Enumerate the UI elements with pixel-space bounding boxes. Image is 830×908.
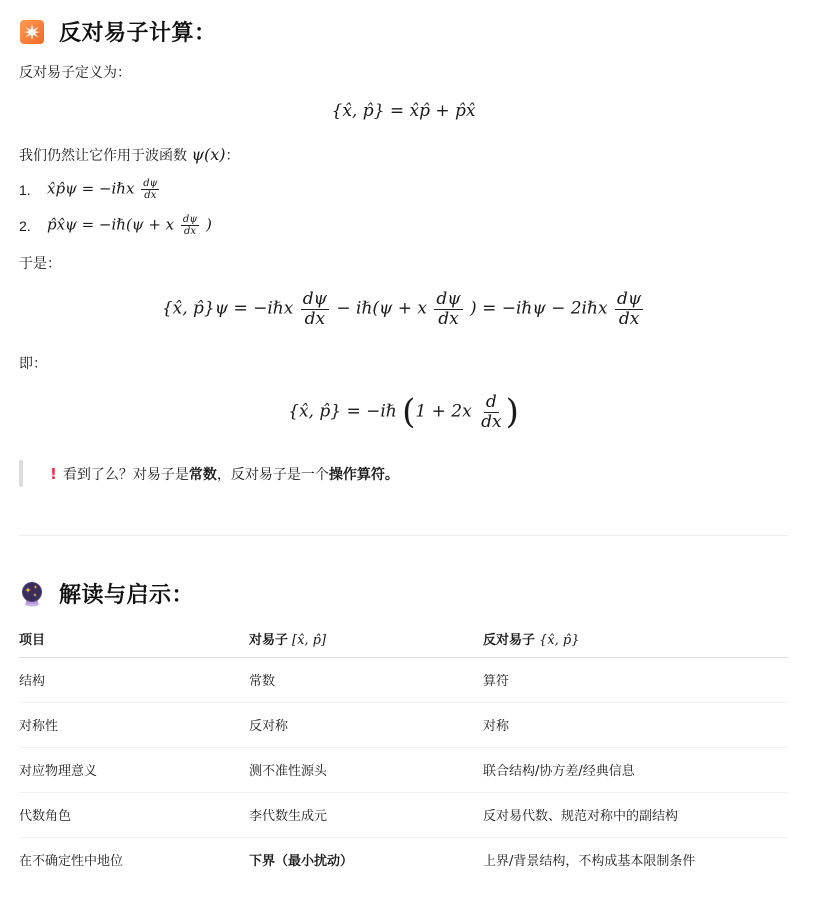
cell-anticommutator: 联合结构/协方差/经典信息: [483, 747, 788, 792]
crystal-ball-icon: [19, 581, 45, 607]
table-row: [19, 657, 788, 702]
step-2-tail: ): [205, 215, 212, 234]
callout-bold-constant: 常数: [188, 466, 217, 483]
ie-text: 即：: [19, 356, 47, 372]
table-row: [19, 747, 788, 792]
exclamation-icon: !: [50, 464, 57, 483]
apply-label: 我们仍然让它作用于波函数: [19, 148, 187, 164]
frac-denominator: dx: [304, 308, 326, 329]
cell-commutator-bold: 下界（最小扰动）: [249, 854, 354, 870]
table-row: [19, 837, 788, 882]
cell-anticommutator: 反对易代数、规范对称中的副结构: [483, 792, 788, 837]
frac-numerator: dψ: [182, 214, 198, 225]
frac-denominator: dx: [184, 226, 197, 237]
cell-commutator: 李代数生成元: [249, 792, 483, 837]
frac-numerator: dψ: [436, 289, 461, 309]
cell-anticommutator: 上界/背景结构，不构成基本限制条件: [483, 854, 696, 870]
header-label: 项目: [19, 632, 46, 648]
callout-text: 看到了么？对易子是: [62, 466, 189, 483]
section-title: 解读与启示：: [59, 583, 195, 608]
definition-equation: {x̂, p̂} = x̂p̂ + p̂x̂: [331, 101, 476, 121]
cell-commutator: 常数: [249, 657, 483, 702]
cell-item: 结构: [19, 657, 249, 702]
right-paren: ): [505, 392, 519, 432]
derivative-fraction: [181, 214, 199, 237]
result-lhs: {x̂, p̂} = −iℏ: [288, 401, 397, 422]
cell-commutator: 测不准性源头: [249, 747, 483, 792]
list-number: 2.: [19, 217, 31, 234]
list-number: 1.: [19, 181, 31, 198]
cell-item: 在不确定性中地位: [19, 854, 124, 870]
callout-content: [50, 464, 399, 484]
header-label: 对易子: [249, 632, 289, 648]
derivative-fraction: [615, 290, 643, 328]
list-item-step-2: [19, 214, 212, 237]
section-title: 反对易子计算：: [59, 21, 217, 46]
header-math: [x̂, p̂]: [292, 632, 327, 648]
result-inner: 1 + 2x: [415, 401, 472, 422]
cell-commutator: 反对称: [249, 702, 483, 747]
section-heading-anticommutator: [19, 16, 217, 47]
step-2-lhs: p̂x̂ψ = −iℏ(ψ + x: [47, 215, 175, 234]
cell-anticommutator: 算符: [483, 657, 788, 702]
header-item: [19, 620, 249, 657]
frac-numerator: dψ: [616, 289, 642, 309]
frac-denominator: dx: [618, 308, 640, 329]
therefore-text: 于是：: [19, 256, 61, 272]
derivative-fraction: [434, 290, 462, 328]
derivative-fraction: [479, 393, 503, 431]
callout-bold-operator: 操作算符。: [328, 466, 399, 483]
expansion-equation: [19, 290, 788, 328]
frac-numerator: dψ: [302, 289, 327, 309]
colon: ：: [225, 148, 240, 164]
frac-numerator: dψ: [143, 178, 158, 189]
comparison-table: [19, 620, 788, 882]
definition-intro: 反对易子定义为：: [19, 65, 131, 81]
list-item-step-1: [19, 178, 161, 201]
result-equation: [19, 392, 788, 432]
blockquote-bar: [19, 460, 23, 487]
sparkle-square-icon: [19, 19, 45, 45]
derivative-fraction: [141, 178, 159, 201]
left-paren: (: [402, 392, 416, 432]
header-math: {x̂, p̂}: [539, 632, 580, 648]
apply-text: [19, 145, 240, 166]
expansion-part-2: − iℏ(ψ + x: [336, 298, 428, 319]
header-commutator: [249, 620, 483, 657]
header-label: 反对易子: [483, 632, 536, 648]
derivative-fraction: [301, 290, 329, 328]
header-anticommutator: [483, 620, 788, 657]
table-row: [19, 702, 788, 747]
section-heading-interpretation: [19, 578, 194, 609]
expansion-part-1: {x̂, p̂}ψ = −iℏx: [161, 298, 294, 319]
frac-numerator: d: [485, 391, 497, 412]
frac-denominator: dx: [144, 190, 157, 201]
cell-item: 代数角色: [19, 792, 249, 837]
table-header-row: [19, 620, 788, 657]
callout-text: ，反对易子是一个: [216, 466, 329, 483]
frac-denominator: dx: [438, 308, 459, 329]
wavefunction-math: ψ(x): [191, 145, 226, 164]
expansion-part-3: ) = −iℏψ − 2iℏx: [470, 298, 608, 319]
table-row: [19, 792, 788, 837]
callout-blockquote: [19, 460, 399, 487]
step-1-equation: [47, 178, 161, 201]
step-1-lhs: x̂p̂ψ = −iℏx: [47, 179, 135, 198]
cell-anticommutator: 对称: [483, 702, 788, 747]
cell-item: 对称性: [19, 702, 249, 747]
section-divider: [19, 535, 788, 536]
cell-item: 对应物理意义: [19, 747, 249, 792]
step-2-equation: [47, 214, 212, 237]
frac-denominator: dx: [481, 411, 502, 432]
